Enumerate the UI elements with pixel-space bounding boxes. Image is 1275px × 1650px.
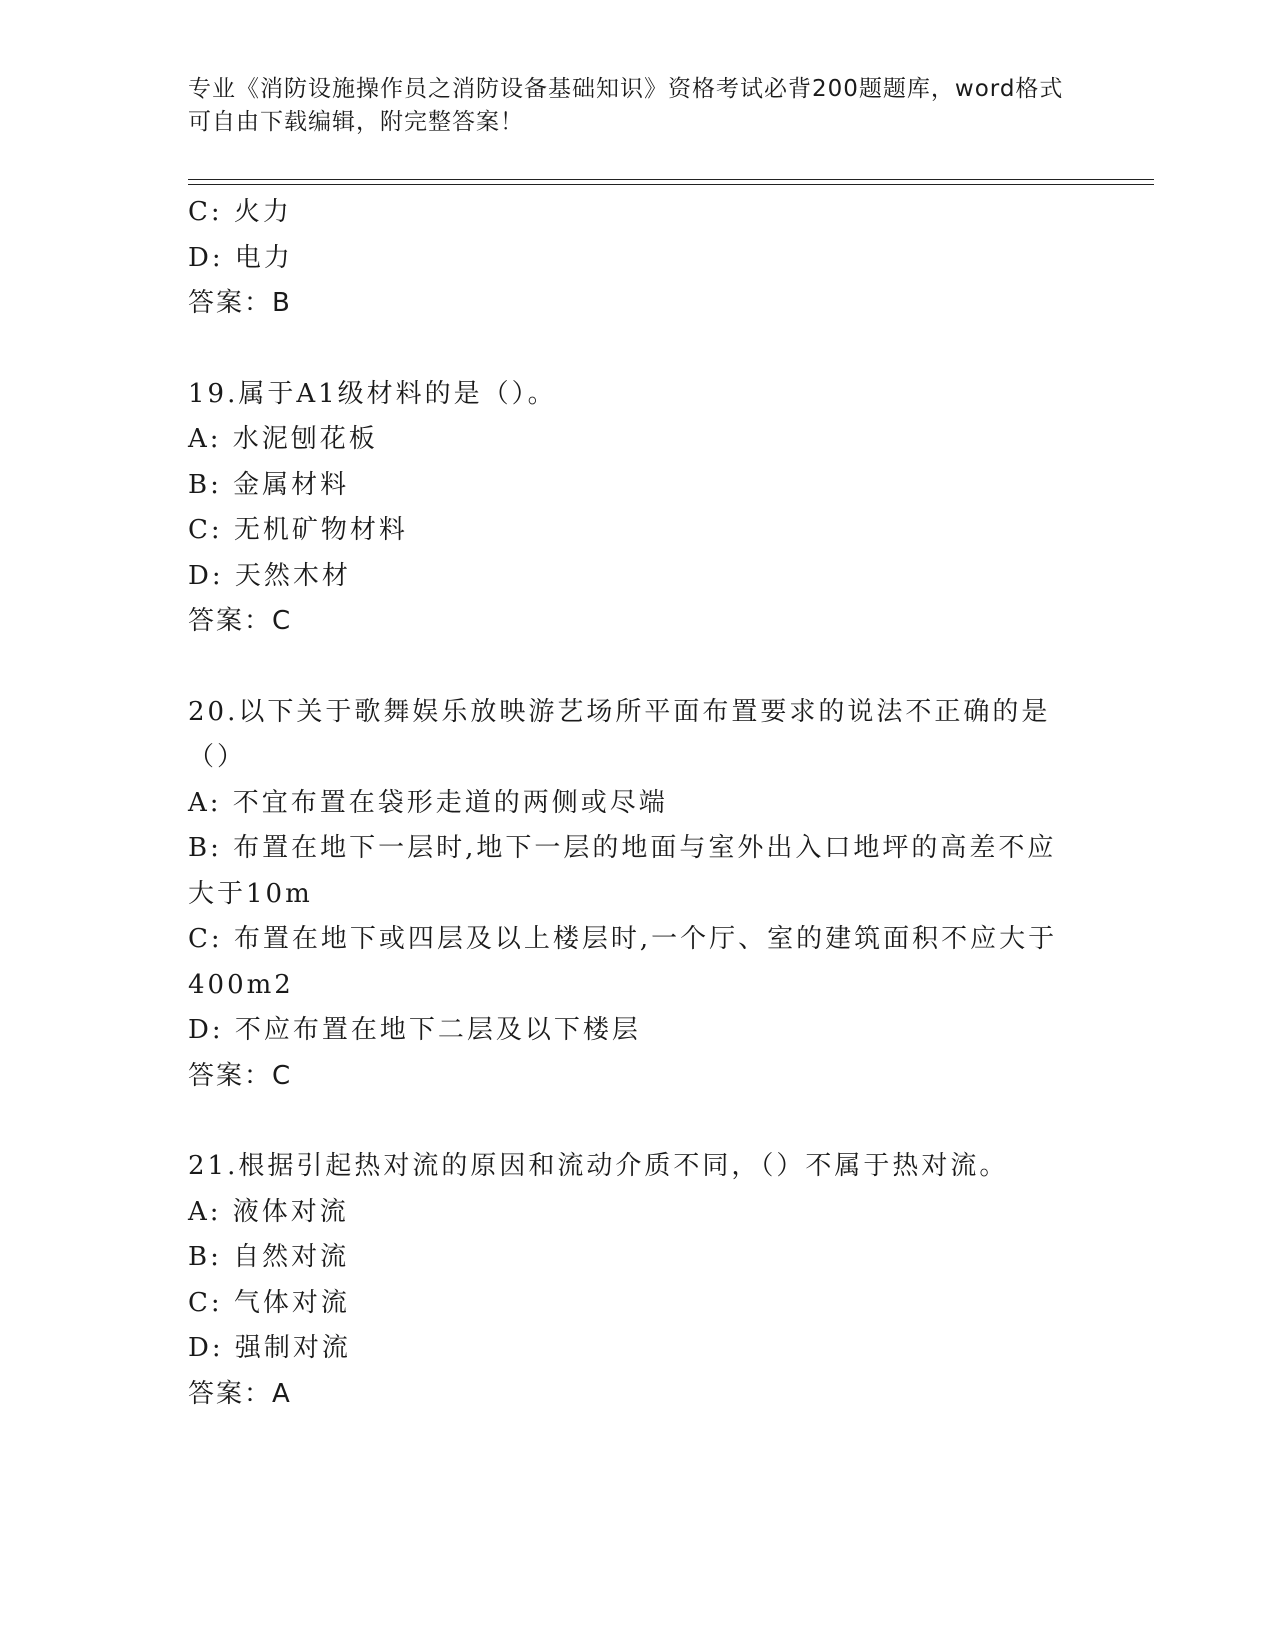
answer-line: 答案：C xyxy=(188,606,293,636)
document-header: 专业《消防设施操作员之消防设备基础知识》资格考试必背200题题库，word格式可自由下载编辑，附完整答案！ xyxy=(188,76,1064,135)
option-c: C: 无机矿物材料 xyxy=(188,515,408,545)
option-d: D: 强制对流 xyxy=(188,1333,351,1363)
option-a: A: 不宜布置在袋形走道的两侧或尽端 xyxy=(188,787,668,818)
option-d: D: 天然木材 xyxy=(188,560,351,591)
header-rule-bottom xyxy=(188,184,1154,185)
question-stem: 21.根据引起热对流的原因和流动介质不同，（）不属于热对流。 xyxy=(188,1151,1009,1181)
answer-line: 答案：C xyxy=(188,1060,293,1091)
question-20 xyxy=(188,690,1068,1100)
document-body xyxy=(188,190,1068,1417)
option-c: C: 火力 xyxy=(188,197,292,227)
option-a: A: 水泥刨花板 xyxy=(188,424,378,454)
option-d: D: 电力 xyxy=(188,242,293,273)
option-c: C: 气体对流 xyxy=(188,1287,350,1318)
question-stem: 20.以下关于歌舞娱乐放映游艺场所平面布置要求的说法不正确的是（） xyxy=(188,696,1051,772)
option-d: D: 不应布置在地下二层及以下楼层 xyxy=(188,1015,641,1045)
option-b: B: 自然对流 xyxy=(188,1242,350,1272)
answer-line: 答案：B xyxy=(188,288,292,318)
continued-question xyxy=(188,190,1068,327)
answer-line: 答案：A xyxy=(188,1378,292,1409)
option-b: B: 金属材料 xyxy=(188,469,350,500)
option-b: B: 布置在地下一层时,地下一层的地面与室外出入口地坪的高差不应大于10m xyxy=(188,833,1057,909)
header-rule-top xyxy=(188,179,1154,180)
question-21 xyxy=(188,1144,1068,1417)
option-c: C: 布置在地下或四层及以上楼层时,一个厅、室的建筑面积不应大于400m2 xyxy=(188,924,1058,1000)
option-a: A: 液体对流 xyxy=(188,1196,349,1227)
question-19 xyxy=(188,372,1068,645)
question-stem: 19.属于A1级材料的是（）。 xyxy=(188,378,557,409)
